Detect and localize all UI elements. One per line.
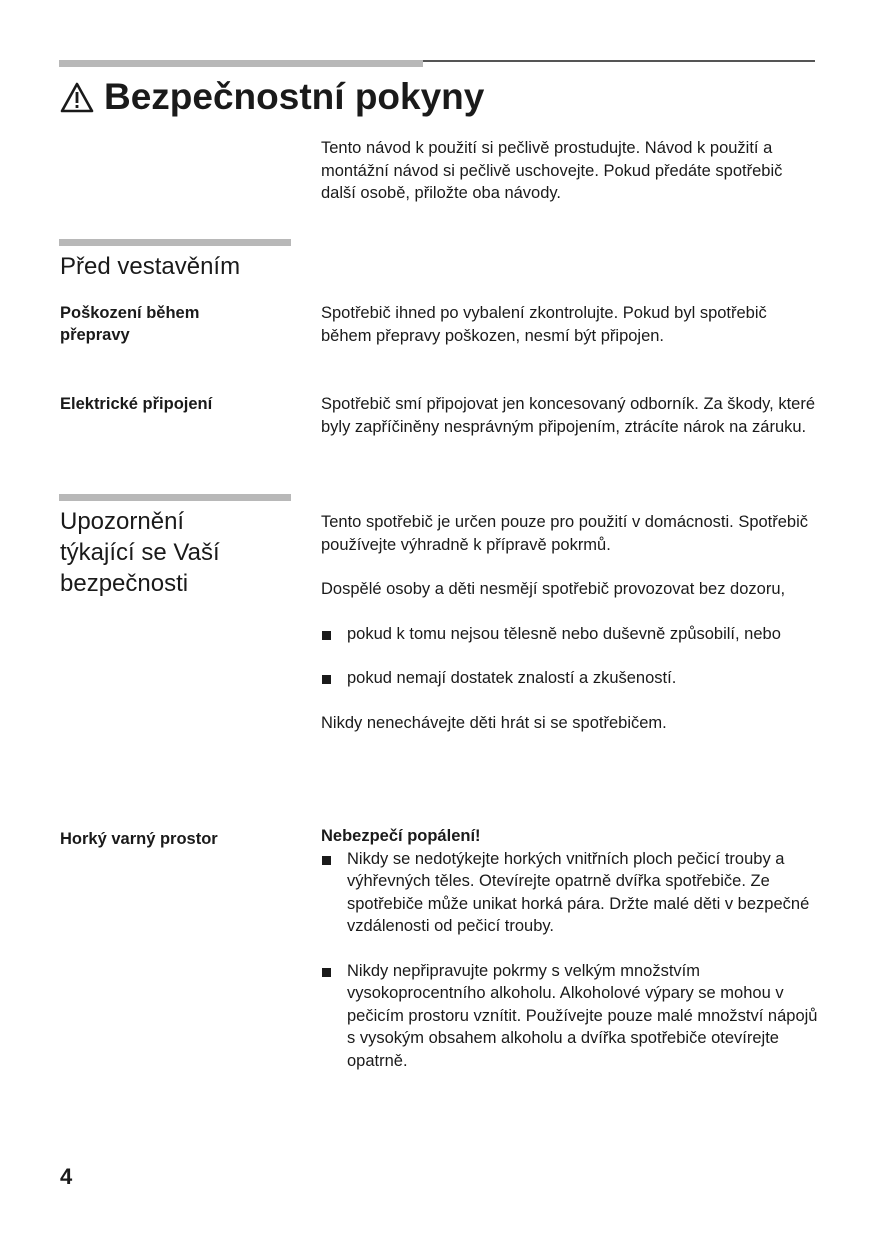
page-number: 4 bbox=[60, 1164, 73, 1189]
section-rule bbox=[59, 494, 291, 501]
burn-warning: Nebezpečí popálení! bbox=[321, 827, 481, 845]
bullet-square-icon bbox=[322, 856, 331, 865]
list-item: pokud k tomu nejsou tělesně nebo duševně způsobilí, nebo bbox=[321, 623, 821, 646]
label-hot-cooking-compartment: Horký varný prostor bbox=[60, 830, 218, 848]
section-heading-before-installation: Před vestavěním bbox=[60, 253, 241, 280]
warning-icon bbox=[60, 82, 94, 113]
safety-para-3: Nikdy nenechávejte děti hrát si se spotřebičem. bbox=[321, 713, 667, 732]
section-heading-your-safety: Upozornění týkající se Vaší bezpečnosti bbox=[60, 508, 220, 597]
section-rule bbox=[59, 239, 291, 246]
label-transport-damage: Poškození během přepravy bbox=[60, 304, 200, 344]
bullet-square-icon bbox=[322, 631, 331, 640]
list-item: pokud nemají dostatek znalostí a zkušeností. bbox=[321, 667, 821, 690]
header-rule-thick bbox=[59, 60, 423, 67]
hot-compartment-text-block bbox=[321, 825, 821, 1072]
text-transport-damage: Spotřebič ihned po vybalení zkontrolujte. Pokud byl spotřebič během přepravy poškozen, nesmí být připojen. bbox=[321, 304, 767, 345]
bullet-square-icon bbox=[322, 675, 331, 684]
text-electrical-connection: Spotřebič smí připojovat jen koncesovaný odborník. Za škody, které byly zapříčiněny nesprávným připojením, ztrácíte nárok na záruku. bbox=[321, 395, 816, 436]
intro-text: Tento návod k použití si pečlivě prostudujte. Návod k použití a montážní návod si pečlivě uschovejte. Pokud předáte spotřebič další osobě, přiložte oba návody. bbox=[321, 139, 783, 202]
header-rule-thin bbox=[423, 60, 815, 62]
list-item: Nikdy se nedotýkejte horkých vnitřních ploch pečicí trouby a výhřevných těles. Otevírejte opatrně dvířka spotřebiče. Ze spotřebiče může unikat horká pára. Držte malé děti v bezpečné vzdálenosti od pečicí trouby. bbox=[321, 848, 821, 938]
label-electrical-connection: Elektrické připojení bbox=[60, 395, 213, 413]
safety-text-block bbox=[321, 511, 821, 734]
safety-para-2: Dospělé osoby a děti nesmějí spotřebič provozovat bez dozoru, bbox=[321, 580, 786, 598]
safety-para-1: Tento spotřebič je určen pouze pro použití v domácnosti. Spotřebič používejte výhradně k přípravě pokrmů. bbox=[321, 513, 809, 554]
bullet-square-icon bbox=[322, 968, 331, 977]
page-title bbox=[60, 76, 484, 118]
page-title-text: Bezpečnostní pokyny bbox=[104, 76, 485, 117]
list-item: Nikdy nepřipravujte pokrmy s velkým množstvím vysokoprocentního alkoholu. Alkoholové výpary se mohou v pečicím prostoru vznítit. Používejte pouze malé množství nápojů s vysokým obsahem alkoholu a dvířka spotřebiče otevírejte opatrně. bbox=[321, 960, 821, 1073]
